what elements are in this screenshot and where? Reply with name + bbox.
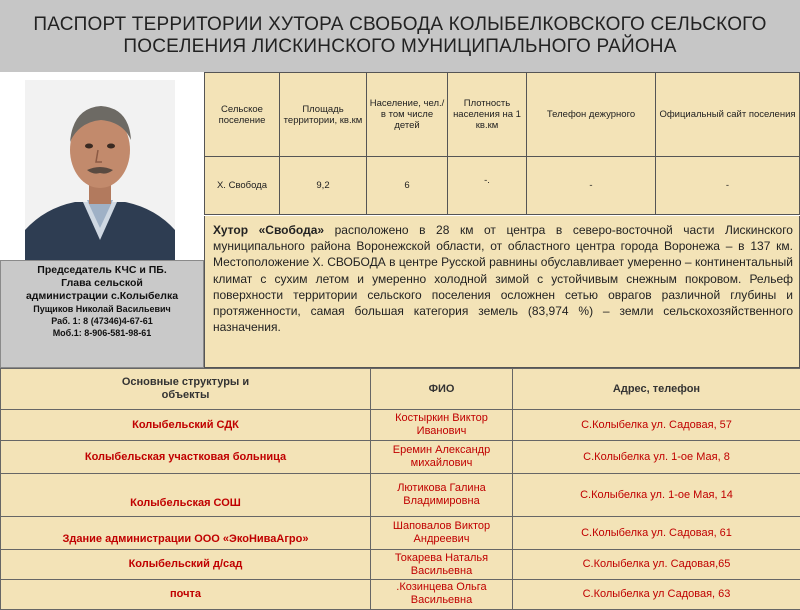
description-lead: Хутор «Свобода» [213, 223, 324, 237]
info-value-area: 9,2 [280, 157, 367, 215]
info-header-density: Плотность населения на 1 кв.км [448, 73, 527, 157]
structure-address: С.Колыбелка ул. Садовая, 57 [513, 410, 800, 441]
table-row [1, 517, 800, 550]
head-role-3: администрации с.Колыбелка [1, 290, 203, 303]
info-value-density: -. [448, 157, 527, 215]
table-row [1, 580, 800, 610]
structures-header-address: Адрес, телефон [513, 369, 800, 410]
structure-address: С.Колыбелка ул Садовая, 63 [513, 580, 800, 610]
table-row [1, 410, 800, 441]
territory-description [204, 216, 800, 368]
head-person-panel [0, 72, 204, 368]
structures-header-row [1, 369, 800, 410]
info-header-row [205, 73, 800, 157]
portrait-image [25, 80, 175, 260]
structures-table [0, 368, 800, 610]
structure-fio: Токарева Наталья Васильевна [371, 550, 513, 580]
info-header-area: Площадь территории, кв.км [280, 73, 367, 157]
head-portrait-photo [25, 80, 175, 260]
page-title-line-2: ПОСЕЛЕНИЯ ЛИСКИНСКОГО МУНИЦИПАЛЬНОГО РАЙОНА [123, 36, 676, 58]
head-phone-mobile: Моб.1: 8-906-581-98-61 [1, 327, 203, 339]
structure-object: почта [1, 580, 371, 610]
info-header-duty-phone: Телефон дежурного [527, 73, 656, 157]
structure-object: Колыбельский СДК [1, 410, 371, 441]
head-person-caption [0, 260, 204, 368]
info-header-settlement: Сельское поселение [205, 73, 280, 157]
description-text: расположено в 28 км от центра в северо-восточной части Лискинского муниципального района Воронежской области, от областного центра города Воронежа – в 137 км. Местоположение Х. СВОБОДА в центре Русской равнины обуславливает умеренно – континентальный климат с сухим летом и умеренно холодной зимой с устойчивым снежным покровом. Рельеф поверхности территории сельского поселения осложнен сетью оврагов различной глубины и протяженности, самая большая категория земель (83,974 %) – земли сельскохозяйственного назначения. [213, 223, 793, 334]
table-row [1, 441, 800, 474]
info-header-population: Население, чел./ в том числе детей [367, 73, 448, 157]
head-role-1: Председатель КЧС и ПБ. [1, 264, 203, 277]
head-name: Пущиков Николай Васильевич [1, 303, 203, 315]
structure-fio: Шаповалов Виктор Андреевич [371, 517, 513, 550]
head-role-2: Глава сельской [1, 277, 203, 290]
structure-fio: .Козинцева Ольга Васильевна [371, 580, 513, 610]
info-value-website: - [656, 157, 800, 215]
table-row [1, 550, 800, 580]
structures-header-fio: ФИО [371, 369, 513, 410]
structure-address: С.Колыбелка ул. Садовая, 61 [513, 517, 800, 550]
structure-object: Колыбельская СОШ [1, 474, 371, 517]
page-header [0, 0, 800, 72]
structure-object: Колыбельская участковая больница [1, 441, 371, 474]
page-title-line-1: ПАСПОРТ ТЕРРИТОРИИ ХУТОРА СВОБОДА КОЛЫБЕЛКОВСКОГО СЕЛЬСКОГО [33, 14, 766, 36]
info-value-row [205, 157, 800, 215]
structure-fio: Еремин Александр михайлович [371, 441, 513, 474]
structure-fio: Костыркин Виктор Иванович [371, 410, 513, 441]
info-header-website: Официальный сайт поселения [656, 73, 800, 157]
structures-header-object: Основные структуры и объекты [1, 369, 371, 410]
structure-address: С.Колыбелка ул. Садовая,65 [513, 550, 800, 580]
structure-fio: Лютикова Галина Владимировна [371, 474, 513, 517]
head-phone-work: Раб. 1: 8 (47346)4-67-61 [1, 315, 203, 327]
settlement-info-table [204, 72, 800, 215]
info-value-population: 6 [367, 157, 448, 215]
structure-object: Колыбельский д/сад [1, 550, 371, 580]
structure-address: С.Колыбелка ул. 1-ое Мая, 8 [513, 441, 800, 474]
info-value-duty-phone: - [527, 157, 656, 215]
structure-address: С.Колыбелка ул. 1-ое Мая, 14 [513, 474, 800, 517]
structure-object: Здание администрации ООО «ЭкоНиваАгро» [1, 517, 371, 550]
info-value-settlement: Х. Свобода [205, 157, 280, 215]
table-row [1, 474, 800, 517]
